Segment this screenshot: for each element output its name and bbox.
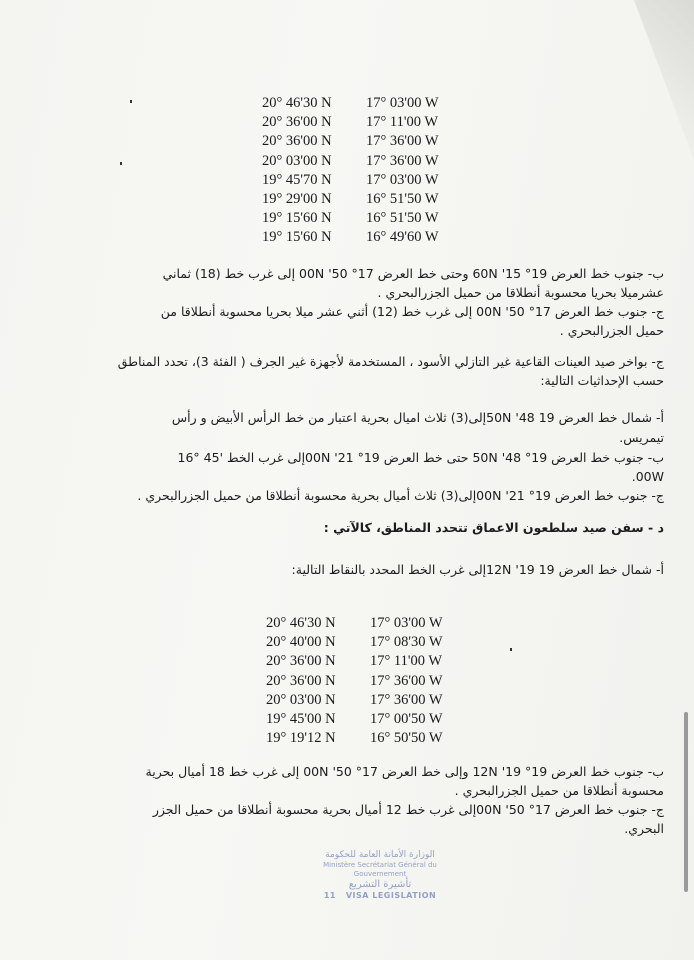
legislation-stamp (300, 850, 460, 900)
coordinate-row (262, 94, 472, 113)
stamp-line2: Ministère Secrétariat Général du Gouvernement (323, 861, 437, 878)
latitude-value: 19° 29'00 N (262, 191, 332, 208)
latitude-value: 20° 03'00 N (262, 152, 332, 169)
coordinate-row (262, 132, 472, 151)
latitude-value: 20° 36'00 N (262, 133, 332, 150)
latitude-value: 20° 36'00 N (266, 672, 336, 689)
section1-c-line2: حميل الجزرالبحري . (559, 323, 664, 338)
latitude-value: 20° 36'00 N (266, 653, 336, 670)
section1-c-line1: ج- جنوب خط العرض 00N '50 °17 إلى غرب خط (12) أثني عشر ميلا بحريا محسوبة أنطلاقا من (160, 304, 664, 319)
section4-b-line1: ب- جنوب خط العرض 12N '19 °19 وإلى خط العرض 00N '50 °17 إلى غرب خط 18 أميال بحرية (145, 764, 664, 779)
section2-b-line2: .00W (631, 469, 664, 484)
speck-3 (510, 648, 512, 651)
stamp-visa: VISA LEGISLATION (345, 891, 437, 900)
coordinate-row (266, 633, 476, 652)
latitude-value: 20° 36'00 N (262, 114, 332, 131)
stamp-line4 (300, 891, 460, 901)
coordinate-row (262, 171, 472, 190)
longitude-value: 17° 03'00 W (366, 95, 439, 111)
longitude-value: 17° 11'00 W (370, 653, 443, 670)
longitude-value: 17° 36'00 W (370, 672, 443, 689)
stamp-page-number: 11 (323, 891, 336, 900)
longitude-value: 17° 11'00 W (366, 114, 439, 131)
longitude-value: 17° 36'00 W (370, 691, 443, 708)
speck-1 (130, 100, 132, 103)
speck-2 (120, 162, 122, 165)
longitude-value: 17° 36'00 W (366, 152, 439, 169)
latitude-value: 19° 45'70 N (262, 171, 332, 188)
longitude-value: 17° 08'30 W (370, 634, 443, 651)
section3-heading: د - سفن صيد سلطعون الاعماق تتحدد المناطق، كالآتي : (323, 520, 664, 535)
coordinates-table-1 (262, 94, 472, 248)
section1-b-line2: عشرميلا بحريا محسوبة أنطلاقا من حميل الجزرالبحري . (377, 285, 664, 300)
section3-a-line: أ- شمال خط العرض 12N '19 19إلى غرب الخط المحدد بالنقاط التالية: (291, 562, 664, 577)
section2-a-line2: تيمريس. (619, 430, 664, 445)
latitude-value: 19° 45'00 N (266, 711, 336, 728)
stamp-line3: تأشيرة التشريع (348, 879, 412, 890)
section4-c-line2: البحري. (624, 821, 664, 836)
coordinate-row (266, 652, 476, 671)
section2-heading-line2: حسب الإحداثيات التالية: (540, 373, 664, 388)
coordinate-row (262, 152, 472, 171)
longitude-value: 16° 50'50 W (370, 730, 443, 747)
coordinate-row (266, 672, 476, 691)
section2-a-line1: أ- شمال خط العرض 50N '48 19إلى(3) ثلاث اميال بحرية اعتبار من خط الرأس الأبيض و رأس (171, 410, 664, 425)
section1-b-line1: ب- جنوب خط العرض 60N '15 °19 وحتى خط العرض 00N '50 °17 إلى غرب خط (18) ثماني (162, 266, 664, 281)
section2-heading-line1: ج- بواخر صيد العينات القاعية غير التازلي الأسود ، المستخدمة لأجهزة غير الجرف ( الفئة 3)، تحدد المناطق (117, 354, 664, 369)
section4-c-line1: ج- جنوب خط العرض 00N '50 °17إلى غرب خط 12 أميال بحرية محسوبة أنطلاقا من حميل الجزر (152, 802, 664, 817)
longitude-value: 16° 51'50 W (366, 191, 439, 208)
section2-c-line1: ج- جنوب خط العرض 00N '21 °19إلى(3) ثلاث أميال بحرية محسوبة أنطلاقا من حميل الجزرالبحري . (137, 488, 664, 503)
longitude-value: 17° 00'50 W (370, 711, 443, 728)
longitude-value: 17° 36'00 W (366, 133, 439, 150)
latitude-value: 20° 46'30 N (266, 615, 336, 631)
longitude-value: 17° 03'00 W (370, 615, 443, 631)
longitude-value: 16° 51'50 W (366, 210, 439, 227)
coordinate-row (266, 710, 476, 729)
coordinate-row (266, 614, 476, 633)
section2-b-line1: ب- جنوب خط العرض 50N '48 °19 حتى خط العرض 00N '21 °19إلى غرب الخط '45 °16 (177, 450, 664, 465)
coordinate-row (262, 209, 472, 228)
coordinate-row (266, 729, 476, 748)
section4-b-line2: محسوبة أنطلاقا من حميل الجزرالبحري . (454, 783, 664, 798)
latitude-value: 20° 40'00 N (266, 634, 336, 651)
scrollbar[interactable] (684, 712, 688, 892)
latitude-value: 19° 19'12 N (266, 730, 336, 747)
coordinate-row (262, 190, 472, 209)
coordinate-row (266, 691, 476, 710)
latitude-value: 20° 46'30 N (262, 95, 332, 111)
stamp-line1: الوزارة الأمانة العامة للحكومة (325, 850, 435, 860)
longitude-value: 17° 03'00 W (366, 171, 439, 188)
latitude-value: 20° 03'00 N (266, 691, 336, 708)
latitude-value: 19° 15'60 N (262, 210, 332, 227)
longitude-value: 16° 49'60 W (366, 229, 439, 246)
latitude-value: 19° 15'60 N (262, 229, 332, 246)
coordinate-row (262, 228, 472, 247)
coordinate-row (262, 113, 472, 132)
page-fold (634, 0, 694, 160)
coordinates-table-2 (266, 614, 476, 748)
